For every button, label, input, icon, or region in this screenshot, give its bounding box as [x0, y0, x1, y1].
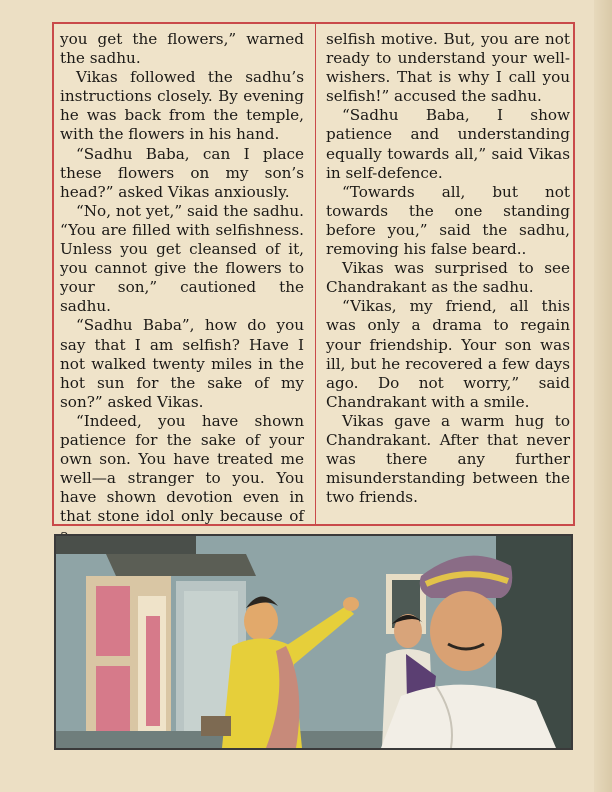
paragraph: “Sadhu Baba, I show patience and understanding equally towards all,” said Vikas in self-defence. [326, 106, 570, 182]
pot [201, 716, 231, 736]
paragraph: “Indeed, you have shown patience for the sake of your own son. You have treated me well—a stranger to you. You have shown devotion even in that stone idol only because of [60, 411, 304, 526]
door-panel [96, 586, 130, 656]
story-column-right [326, 30, 570, 507]
illustration-canvas [56, 536, 571, 748]
paragraph: “Sadhu Baba, can I place these flowers on my son’s head?” asked Vikas anxiously. [60, 144, 304, 201]
inner-door [146, 616, 160, 726]
story-column-left [60, 30, 304, 546]
ceiling-beam [106, 554, 256, 576]
story-illustration [54, 534, 573, 750]
paragraph: “No, not yet,” said the sadhu. “You are filled with selfishness. Unless you get cleansed of it, you cannot give the flowers to your son,” cautioned the sadhu. [60, 201, 304, 316]
paragraph: Vikas gave a warm hug to Chandrakant. After that never was there any further misunderstanding between the two friends. [326, 411, 570, 507]
page-edge [594, 0, 612, 792]
story-text-frame [52, 22, 575, 526]
paragraph: “Towards all, but not towards the one standing before you,” said the sadhu, removing his false beard.. [326, 182, 570, 259]
door-panel [96, 666, 130, 736]
paragraph: “Vikas, my friend, all this was only a drama to regain your friendship. Your son was ill, but he recovered a few days ago. Do not worry,” said Chandrakant with a smile. [326, 297, 570, 411]
column-divider [315, 24, 316, 524]
paragraph: “Sadhu Baba”, how do you say that I am selfish? Have I not walked twenty miles in the hot sun for the sake of my son?” asked Vikas. [60, 316, 304, 411]
paragraph: you get the flowers,” warned the sadhu. [60, 30, 304, 68]
paragraph: Vikas followed the sadhu’s instructions closely. By evening he was back from the temple, with the flowers in his hand. [60, 68, 304, 144]
paragraph: selfish motive. But, you are not ready to understand your well-wishers. That is why I call you selfish!” accused the sadhu. [326, 30, 570, 106]
paragraph: Vikas was surprised to see Chandrakant as the sadhu. [326, 259, 570, 297]
